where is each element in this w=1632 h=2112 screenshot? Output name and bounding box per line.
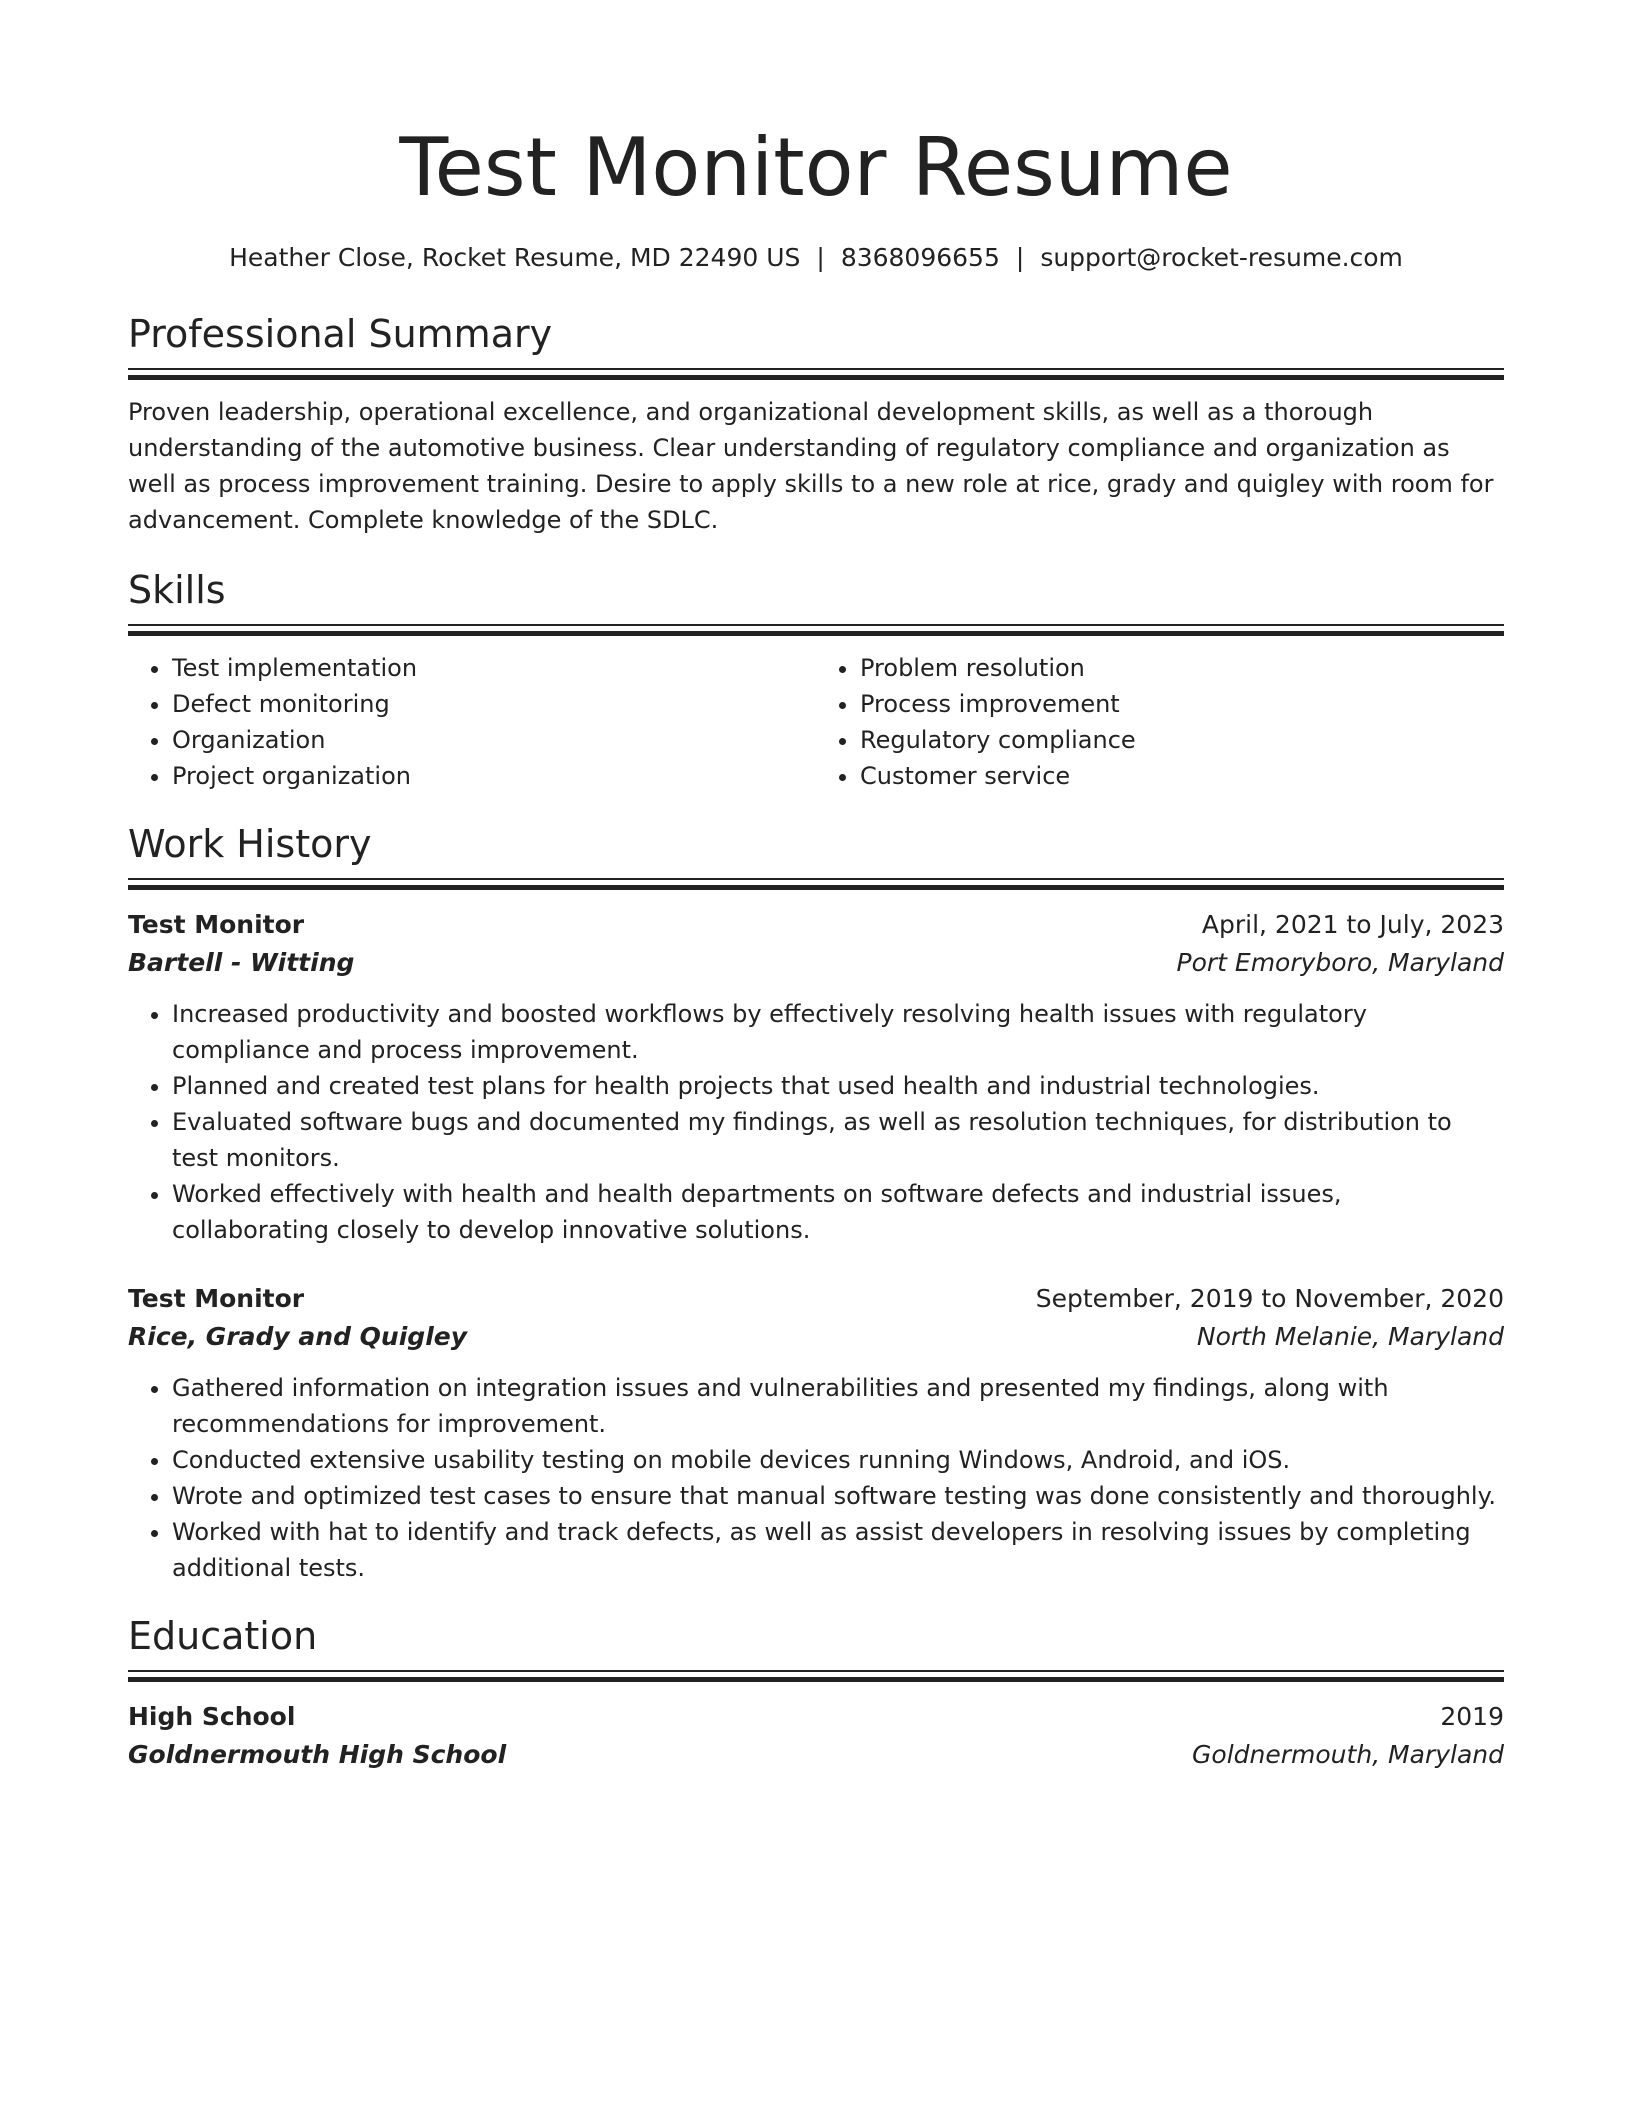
section-rule — [128, 624, 1504, 636]
job-employer: Rice, Grady and Quigley — [128, 1322, 468, 1351]
job-bullet: • Conducted extensive usability testing on mobile devices running Windows, Android, and iOS. — [172, 1442, 1504, 1478]
job-bullet: • Planned and created test plans for health projects that used health and industrial technologies. — [172, 1068, 1504, 1104]
education-entry — [128, 1698, 1504, 1774]
education-header-row — [128, 1698, 1504, 1736]
summary-section — [128, 310, 1504, 538]
education-school: Goldnermouth High School — [128, 1740, 507, 1769]
job-location: North Melanie, Maryland — [1196, 1322, 1504, 1351]
contact-phone: 8368096655 — [840, 243, 1000, 272]
skill-item: • Regulatory compliance — [860, 722, 1504, 758]
summary-heading: Professional Summary — [128, 312, 553, 356]
work-history-heading: Work History — [128, 822, 372, 866]
contact-line — [128, 240, 1504, 276]
education-heading: Education — [128, 1614, 318, 1658]
section-rule — [128, 1670, 1504, 1682]
section-rule — [128, 878, 1504, 890]
job-bullet: • Gathered information on integration issues and vulnerabilities and presented my findings, along with recommendations for improvement. — [172, 1370, 1504, 1442]
education-school-row — [128, 1736, 1504, 1774]
job-bullet: • Wrote and optimized test cases to ensure that manual software testing was done consistently and thoroughly. — [172, 1478, 1504, 1514]
contact-address: Heather Close, Rocket Resume, MD 22490 US — [229, 243, 801, 272]
job-header-row — [128, 1280, 1504, 1318]
job-bullet: • Evaluated software bugs and documented my findings, as well as resolution techniques, for distribution to test monitors. — [172, 1104, 1504, 1176]
skills-heading: Skills — [128, 568, 226, 612]
job-dates: April, 2021 to July, 2023 — [1201, 910, 1504, 939]
job-entry — [128, 1280, 1504, 1586]
resume-title: Test Monitor Resume — [399, 121, 1233, 214]
skill-item: • Defect monitoring — [172, 686, 816, 722]
job-location: Port Emoryboro, Maryland — [1176, 948, 1504, 977]
job-header-row — [128, 906, 1504, 944]
summary-text: Proven leadership, operational excellence, and organizational development skills, as well as a thorough understanding of the automotive business. Clear understanding of regulatory compliance and organization as well as process improvement training. Desire to apply skills to a new role at rice, grady and quigley with room for advancement. Complete knowledge of the SDLC. — [128, 398, 1494, 534]
skill-item: • Customer service — [860, 758, 1504, 794]
job-employer-row — [128, 1318, 1504, 1356]
education-section — [128, 1612, 1504, 1774]
skills-list-left — [128, 650, 816, 794]
job-dates: September, 2019 to November, 2020 — [1035, 1284, 1504, 1313]
work-history-section — [128, 820, 1504, 1586]
job-employer: Bartell - Witting — [128, 948, 355, 977]
job-employer-row — [128, 944, 1504, 982]
skill-item: • Test implementation — [172, 650, 816, 686]
job-entry — [128, 906, 1504, 1248]
job-title: Test Monitor — [128, 910, 305, 939]
education-year: 2019 — [1440, 1702, 1504, 1731]
job-bullet: • Worked with hat to identify and track defects, as well as assist developers in resolving issues by completing additional tests. — [172, 1514, 1504, 1586]
skills-section — [128, 566, 1504, 794]
skills-list-right — [816, 650, 1504, 794]
skills-grid — [128, 650, 1504, 794]
skill-item: • Project organization — [172, 758, 816, 794]
contact-email: support@rocket-resume.com — [1040, 243, 1403, 272]
skill-item: • Process improvement — [860, 686, 1504, 722]
job-title: Test Monitor — [128, 1284, 305, 1313]
skill-item: • Problem resolution — [860, 650, 1504, 686]
job-bullets — [128, 996, 1504, 1248]
contact-separator: | — [816, 243, 825, 272]
contact-separator: | — [1015, 243, 1025, 272]
job-bullet: • Worked effectively with health and health departments on software defects and industrial issues, collaborating closely to develop innovative solutions. — [172, 1176, 1504, 1248]
section-rule — [128, 368, 1504, 380]
job-bullets — [128, 1370, 1504, 1586]
education-location: Goldnermouth, Maryland — [1192, 1740, 1504, 1769]
education-degree: High School — [128, 1702, 296, 1731]
job-bullet: • Increased productivity and boosted workflows by effectively resolving health issues with regulatory compliance and process improvement. — [172, 996, 1504, 1068]
skill-item: • Organization — [172, 722, 816, 758]
